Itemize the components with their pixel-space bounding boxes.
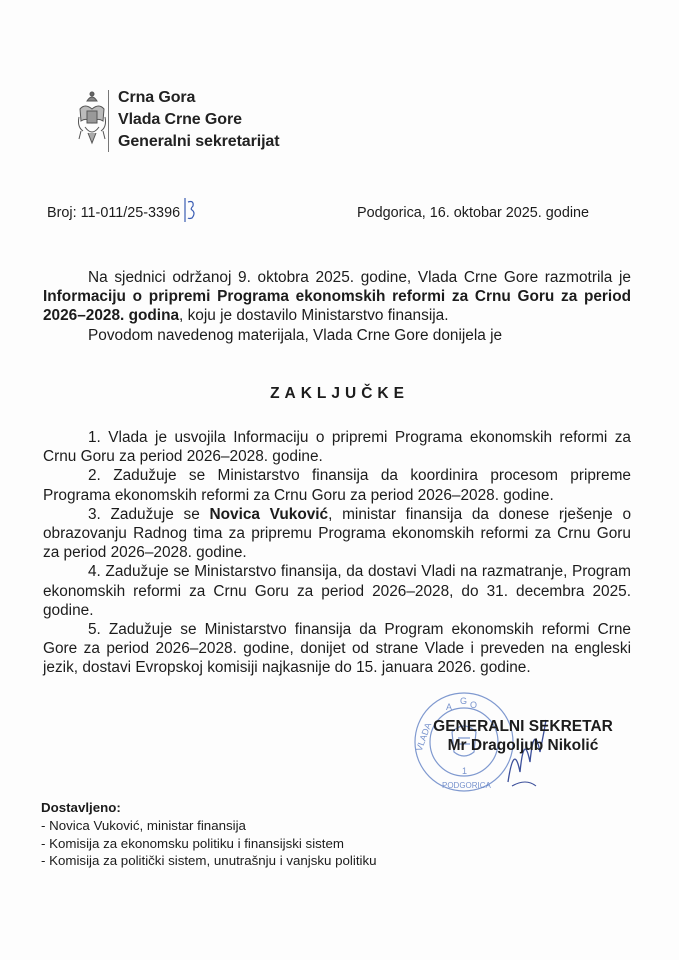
svg-text:VLADA: VLADA — [413, 721, 434, 753]
conclusion-item: 5. Zadužuje se Ministarstvo finansija da Program ekonomskih reformi Crne Gore za period 2026–2028. godine, donijet od strane Vlade i preveden na engleski jezik, dostavi Evropskoj komisiji najkasnije do 15. januara 2026. godine. — [43, 621, 631, 677]
svg-text:1: 1 — [462, 766, 468, 776]
minister-name: Novica Vuković — [209, 505, 329, 523]
reference-number: Broj: 11-011/25-3396 — [47, 205, 181, 221]
svg-text:O: O — [470, 700, 478, 710]
svg-text:A: A — [446, 702, 453, 712]
svg-text:PODGORICA: PODGORICA — [442, 781, 491, 790]
conclusions-list — [43, 428, 631, 678]
decision-lead: Povodom navedenog materijala, Vlada Crne Gore donijela je — [88, 326, 503, 344]
distribution-item: - Novica Vuković, ministar finansija — [41, 817, 246, 833]
header-government: Vlada Crne Gore — [118, 111, 242, 128]
signatory-name: Mr Dragoljub Nikolić — [447, 737, 599, 754]
handwritten-mark — [183, 198, 199, 222]
svg-text:G: G — [460, 696, 468, 706]
distribution-list — [41, 799, 377, 870]
conclusion-item: 1. Vlada je usvojila Informaciju o pripremi Programa ekonomskih reformi za Crnu Goru za period 2026–2028. godine. — [43, 429, 631, 466]
signature-block — [408, 717, 638, 755]
intro-section — [43, 268, 631, 345]
header-department: Generalni sekretarijat — [118, 133, 280, 150]
header-divider — [108, 90, 109, 152]
conclusion-item: 4. Zadužuje se Ministarstvo finansija, da dostavi Vladi na razmatranje, Program ekonomskih reformi za Crnu Goru za period 2026–2028, do 31. decembra 2025. godine. — [43, 563, 631, 619]
conclusion-item: 2. Zadužuje se Ministarstvo finansija da koordinira procesom pripreme Programa ekonomskih reformi za Crnu Goru za period 2026–2028. godine. — [43, 467, 631, 504]
document-subject: Informaciju o pripremi Programa ekonomskih reformi za Crnu Goru za period 2026–2028. godina — [43, 288, 631, 325]
intro-paragraph: Na sjednici održanoj 9. oktobra 2025. godine, Vlada Crne Gore razmotrila je Informaciju o pripremi Programa ekonomskih reformi za Crnu Goru za period 2026–2028. godina, koju je dostavilo Ministarstvo finansija. — [43, 269, 631, 325]
signatory-title: GENERALNI SEKRETAR — [433, 718, 613, 735]
place-date: Podgorica, 16. oktobar 2025. godine — [357, 205, 590, 221]
conclusions-title: ZAKLJUČKE — [270, 385, 409, 402]
distribution-item: - Komisija za ekonomsku politiku i finansijski sistem — [41, 835, 344, 851]
coat-of-arms-icon — [77, 87, 107, 153]
conclusion-item: 3. Zadužuje se Novica Vuković, ministar finansija da donese rješenje o obrazovanju Radnog tima za pripremu Programa ekonomskih reformi za Crnu Goru za period 2026–2028. godine. — [43, 505, 631, 562]
distribution-heading: Dostavljeno: — [41, 800, 121, 815]
distribution-item: - Komisija za politički sistem, unutrašnju i vanjsku politiku — [41, 853, 377, 869]
header-country: Crna Gora — [118, 89, 196, 106]
